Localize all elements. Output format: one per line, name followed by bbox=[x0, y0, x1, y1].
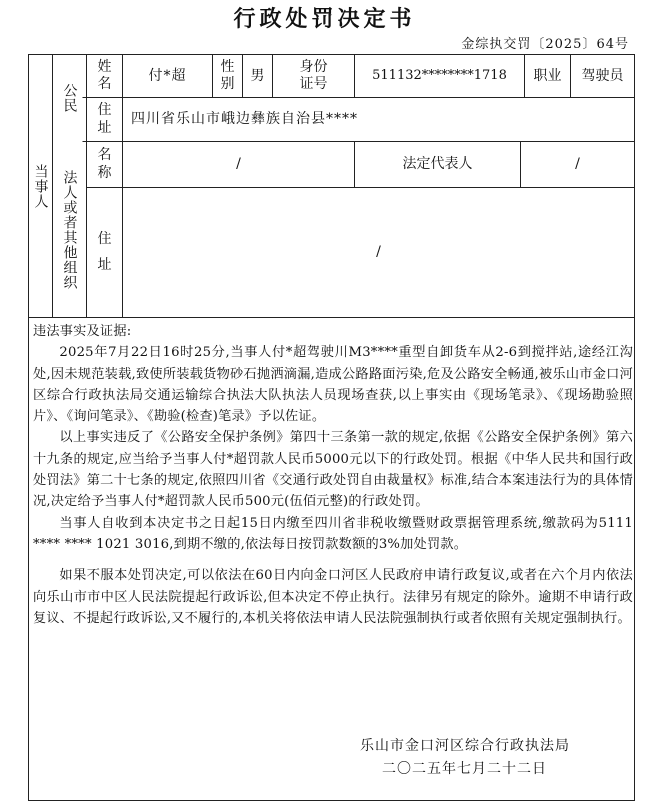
address-label: 住 址 bbox=[97, 102, 112, 136]
document-title: 行政处罚决定书 bbox=[233, 6, 416, 32]
legal-representative-label: 法定代表人 bbox=[402, 156, 473, 173]
name-label: 姓 名 bbox=[97, 58, 112, 92]
organization-label: 法人或者其他组织 bbox=[61, 169, 78, 290]
issuing-authority: 乐山市金口河区综合行政执法局 bbox=[360, 738, 570, 754]
name-value: 付*超 bbox=[148, 67, 187, 84]
facts-section bbox=[33, 321, 633, 629]
facts-paragraph: 2025年7月22日16时25分,当事人付*超驾驶川M3****重型自卸货车从2-6到搅拌站,途经江沟处,因未规范装载,致使所装载货物砂石抛洒滴漏,造成公路路面污染,危及公路安全畅通,被乐山市金口河区综合行政执法局交通运输综合执法大队执法人员现场查获,以上事实由《现场笔录》、《现场勘验照片》、《询问笔录》、《勘验(检查)笔录》予以佐证。 bbox=[33, 345, 633, 425]
id-number-value: 511132********1718 bbox=[372, 67, 507, 83]
org-name-value: / bbox=[236, 156, 241, 173]
appeal-paragraph: 如果不服本处罚决定,可以依法在60日内向金口河区人民政府申请行政复议,或者在六个月内依法向乐山市市中区人民法院提起行政诉讼,但本决定不停止执行。法律另有规定的除外。逾期不申请行政复议、不提起行政诉讼,又不履行的,本机关将依法申请人民法院强制执行或者依照有关规定强制执行。 bbox=[33, 568, 633, 626]
org-address-label: 住 址 bbox=[97, 231, 112, 273]
legal-representative-value: / bbox=[575, 156, 580, 173]
facts-heading: 违法事实及证据: bbox=[33, 324, 132, 339]
occupation-label: 职业 bbox=[533, 67, 562, 84]
org-name-label: 名 称 bbox=[97, 147, 112, 181]
citizen-label: 公民 bbox=[61, 83, 78, 113]
document-number: 金综执交罚〔2025〕64号 bbox=[461, 37, 629, 52]
legal-basis-paragraph: 以上事实违反了《公路安全保护条例》第四十三条第一款的规定,依据《公路安全保护条例》第六十九条的规定,应当给予当事人付*超罚款人民币5000元以下的行政处罚。根据《中华人民共和国行政处罚法》第二十七条的规定,依照四川省《交通行政处罚自由裁量权》标准,结合本案违法行为的具体情况,决定给予当事人付*超罚款人民币500元(伍佰元整)的行政处罚。 bbox=[33, 430, 633, 510]
id-number-label: 身份 证号 bbox=[299, 58, 328, 92]
occupation-value: 驾驶员 bbox=[581, 67, 624, 84]
party-label: 当事人 bbox=[32, 163, 49, 209]
gender-label: 性 别 bbox=[220, 58, 235, 92]
org-address-value: / bbox=[376, 244, 381, 261]
issue-date: 二〇二五年七月二十二日 bbox=[382, 761, 547, 777]
address-value: 四川省乐山市峨边彝族自治县**** bbox=[131, 111, 358, 128]
payment-paragraph: 当事人自收到本决定书之日起15日内缴至四川省非税收缴暨财政票据管理系统,缴款码为5111 **** **** 1021 3016,到期不缴的,依法每日按罚款数额的3%加处罚款。 bbox=[33, 515, 633, 552]
gender-value: 男 bbox=[250, 67, 265, 84]
